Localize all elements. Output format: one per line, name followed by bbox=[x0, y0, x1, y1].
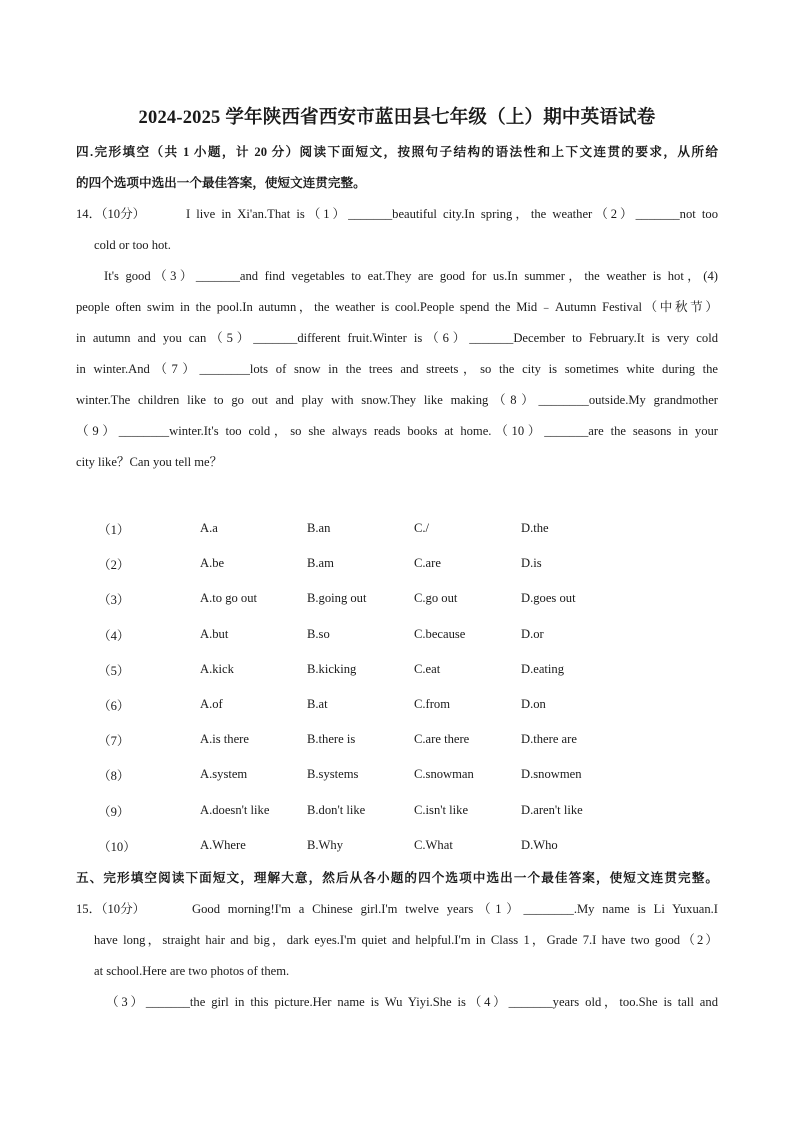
option-row bbox=[98, 793, 658, 828]
option-b[interactable]: B.am bbox=[307, 556, 334, 571]
q14-line-1 bbox=[76, 199, 718, 230]
q14-options-table bbox=[98, 511, 658, 863]
q14-text-line: people often swim in the pool.In autumn，the weather is cool.People spend the Mid﹣Autumn Festival（中秋节） bbox=[76, 300, 718, 314]
option-d[interactable]: D.there are bbox=[521, 732, 577, 747]
q15-line-1 bbox=[76, 894, 718, 925]
q14-text-line: I live in Xi'an.That is（1）_______beautiful city.In spring，the weather（2）_______not too bbox=[186, 207, 718, 221]
q14-text-line: city like？Can you tell me？ bbox=[76, 455, 223, 469]
option-d[interactable]: D.or bbox=[521, 626, 544, 641]
option-c[interactable]: C./ bbox=[414, 521, 430, 536]
q15-passage bbox=[76, 894, 718, 1018]
q14-text-line: winter.The children like to go out and play with snow.They like making（8）________outside.My grandmother bbox=[76, 393, 718, 407]
option-c[interactable]: C.eat bbox=[414, 661, 441, 676]
option-d[interactable]: D.goes out bbox=[521, 591, 576, 606]
option-a[interactable]: A.kick bbox=[200, 661, 234, 676]
option-b[interactable]: B.going out bbox=[307, 591, 367, 606]
section-4-heading bbox=[76, 137, 718, 199]
option-b[interactable]: B.an bbox=[307, 521, 331, 536]
q15-text-line: Good morning!I'm a Chinese girl.I'm twelve years（1）________.My name is Li Yuxuan.I bbox=[192, 902, 718, 916]
option-number: （9） bbox=[98, 804, 130, 819]
option-a[interactable]: A.is there bbox=[200, 732, 249, 747]
option-b[interactable]: B.there is bbox=[307, 732, 356, 747]
option-a[interactable]: A.system bbox=[200, 767, 248, 782]
option-a[interactable]: A.doesn't like bbox=[200, 802, 270, 817]
q14-text-line: in autumn and you can（5）_______different fruit.Winter is（6）_______December to February.It is very cold bbox=[76, 331, 718, 345]
option-c[interactable]: C.are there bbox=[414, 732, 470, 747]
option-a[interactable]: A.be bbox=[200, 556, 225, 571]
option-number: （5） bbox=[98, 663, 130, 678]
q14-passage bbox=[76, 199, 718, 478]
option-row bbox=[98, 687, 658, 722]
option-c[interactable]: C.isn't like bbox=[414, 802, 469, 817]
option-row bbox=[98, 828, 658, 863]
option-c[interactable]: C.are bbox=[414, 556, 441, 571]
option-d[interactable]: D.aren't like bbox=[521, 802, 583, 817]
q14-number: 14．（10分） bbox=[76, 207, 146, 221]
section-4-heading-line2: 的四个选项中选出一个最佳答案，使短文连贯完整。 bbox=[76, 176, 366, 190]
option-number: （6） bbox=[98, 699, 130, 714]
option-c[interactable]: C.go out bbox=[414, 591, 458, 606]
option-a[interactable]: A.but bbox=[200, 626, 229, 641]
option-b[interactable]: B.at bbox=[307, 697, 328, 712]
option-a[interactable]: A.to go out bbox=[200, 591, 258, 606]
section-5-heading-text: 五、完形填空阅读下面短文，理解大意，然后从各小题的四个选项中选出一个最佳答案，使短文连贯完整。 bbox=[76, 871, 718, 885]
option-a[interactable]: A.of bbox=[200, 697, 223, 712]
option-b[interactable]: B.so bbox=[307, 626, 330, 641]
option-d[interactable]: D.snowmen bbox=[521, 767, 582, 782]
section-4-heading-line1: 四.完形填空（共 1 小题，计 20 分）阅读下面短文，按照句子结构的语法性和上下文连贯的要求，从所给 bbox=[76, 145, 718, 159]
option-d[interactable]: D.the bbox=[521, 521, 549, 536]
section-5-heading bbox=[76, 863, 718, 894]
option-number: （4） bbox=[98, 628, 130, 643]
option-a[interactable]: A.a bbox=[200, 521, 218, 536]
q14-text-line: in winter.And（7）________lots of snow in the trees and streets，so the city is sometimes white during the bbox=[76, 362, 718, 376]
q15-text-line: have long，straight hair and big，dark eyes.I'm quiet and helpful.I'm in Class 1，Grade 7.I have two good（2） bbox=[94, 933, 718, 947]
q14-text-line: （9）________winter.It's too cold，so she always reads books at home.（10）_______are the seasons in your bbox=[76, 424, 718, 438]
page-title: 2024-2025 学年陕西省西安市蓝田县七年级（上）期中英语试卷 bbox=[138, 108, 656, 128]
q15-number: 15．（10分） bbox=[76, 902, 146, 916]
option-number: （10） bbox=[98, 839, 136, 854]
option-c[interactable]: C.snowman bbox=[414, 767, 474, 782]
option-number: （8） bbox=[98, 769, 130, 784]
option-d[interactable]: D.eating bbox=[521, 661, 565, 676]
option-row bbox=[98, 722, 658, 757]
option-row bbox=[98, 581, 658, 616]
option-number: （3） bbox=[98, 593, 130, 608]
option-b[interactable]: B.kicking bbox=[307, 661, 357, 676]
option-c[interactable]: C.What bbox=[414, 837, 453, 852]
option-a[interactable]: A.Where bbox=[200, 837, 246, 852]
q14-text-line: cold or too hot. bbox=[94, 238, 171, 252]
option-number: （2） bbox=[98, 558, 130, 573]
option-c[interactable]: C.because bbox=[414, 626, 466, 641]
option-number: （7） bbox=[98, 734, 130, 749]
option-row bbox=[98, 617, 658, 652]
option-d[interactable]: D.on bbox=[521, 697, 546, 712]
option-row bbox=[98, 757, 658, 792]
option-b[interactable]: B.systems bbox=[307, 767, 359, 782]
q15-text-line: at school.Here are two photos of them. bbox=[94, 964, 290, 978]
option-row bbox=[98, 546, 658, 581]
option-number: （1） bbox=[98, 523, 130, 538]
option-d[interactable]: D.is bbox=[521, 556, 542, 571]
option-b[interactable]: B.don't like bbox=[307, 802, 366, 817]
option-d[interactable]: D.Who bbox=[521, 837, 558, 852]
option-row bbox=[98, 511, 658, 546]
option-b[interactable]: B.Why bbox=[307, 837, 344, 852]
option-row bbox=[98, 652, 658, 687]
option-c[interactable]: C.from bbox=[414, 697, 451, 712]
q14-text-line: It's good（3）_______and find vegetables to eat.They are good for us.In summer，the weather is hot，(4) bbox=[104, 269, 718, 283]
q15-text-line: （3）_______the girl in this picture.Her name is Wu Yiyi.She is（4）_______years old，too.She is tall and bbox=[106, 995, 718, 1009]
